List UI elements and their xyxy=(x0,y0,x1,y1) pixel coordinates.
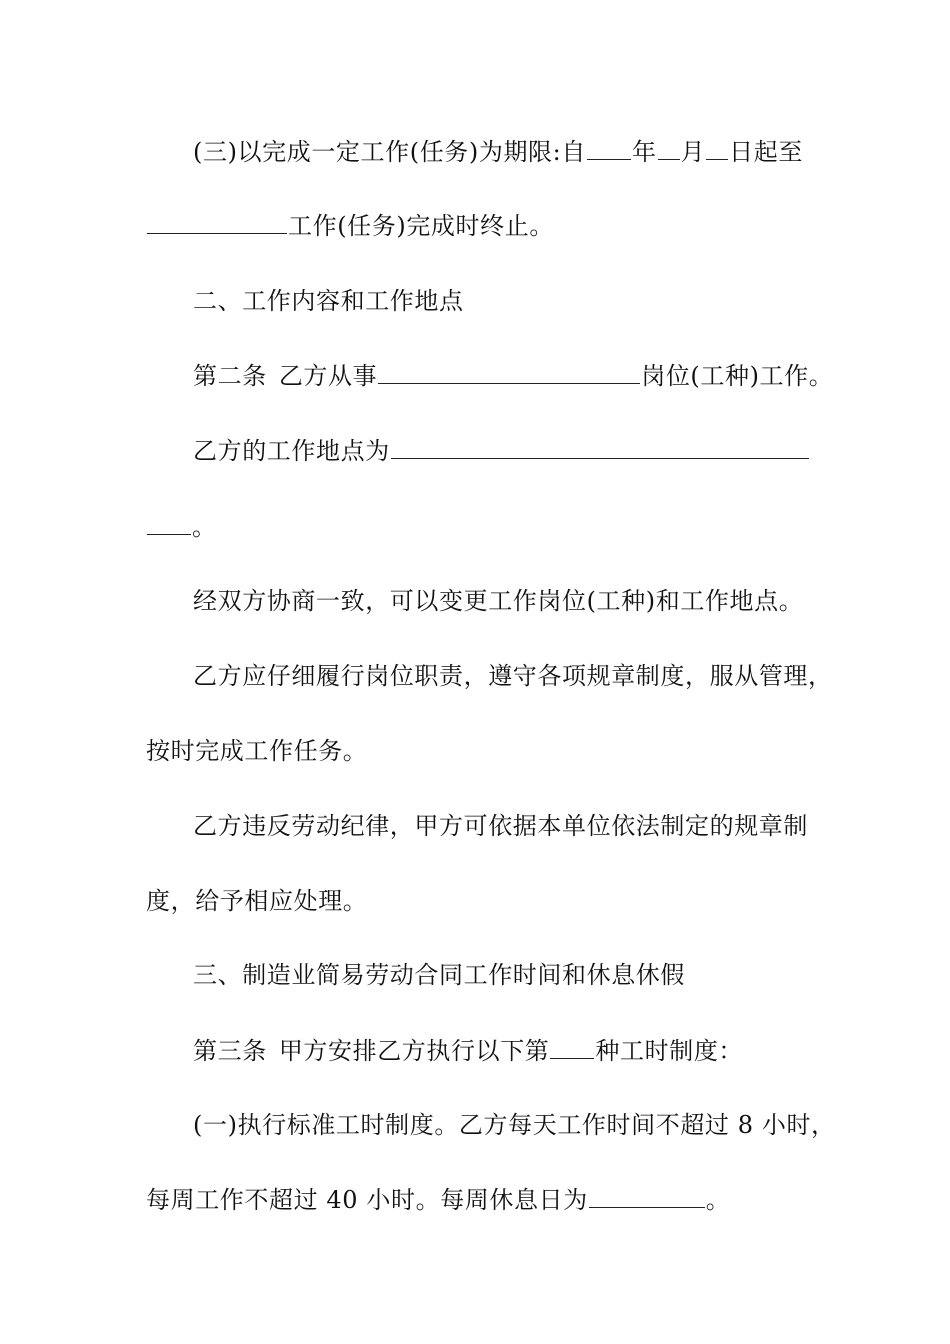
paragraph-continued xyxy=(146,1185,846,1215)
location-blank-continued xyxy=(147,514,191,535)
article-label: 第三条 xyxy=(193,1037,267,1065)
text: 乙方应仔细履行岗位职责，遵守各项规章制度，服从管理， xyxy=(193,662,833,690)
text: 岗位(工种)工作。 xyxy=(641,362,834,390)
paragraph-continued xyxy=(146,736,846,766)
text: 乙方从事 xyxy=(278,362,378,390)
section-heading xyxy=(193,286,893,316)
text: 每周工作不超过 40 小时。每周休息日为 xyxy=(146,1186,588,1214)
paragraph xyxy=(193,661,893,691)
section-heading xyxy=(193,960,893,990)
section-title: 二、工作内容和工作地点 xyxy=(193,287,464,315)
section-title: 三、制造业简易劳动合同工作时间和休息休假 xyxy=(193,961,685,989)
text: 工作(任务)完成时终止。 xyxy=(288,212,554,240)
text: (一)执行标准工时制度。乙方每天工作时间不超过 8 小时， xyxy=(193,1111,836,1139)
text: 月 xyxy=(680,138,706,166)
article-two-line xyxy=(193,361,893,391)
text: 。 xyxy=(192,513,217,541)
paragraph xyxy=(193,811,893,841)
text: 年 xyxy=(631,138,657,166)
day-blank xyxy=(706,139,728,160)
year-blank xyxy=(587,139,631,160)
position-blank xyxy=(378,363,640,384)
article-three-line xyxy=(193,1036,893,1066)
contract-term-end-line xyxy=(146,211,846,241)
text: 按时完成工作任务。 xyxy=(146,737,368,765)
text: 乙方的工作地点为 xyxy=(193,437,390,465)
paragraph-continued xyxy=(146,886,846,916)
rest-day-blank xyxy=(589,1187,705,1208)
article-label: 第二条 xyxy=(193,362,267,390)
text: 度，给予相应处理。 xyxy=(146,887,368,915)
work-location-line xyxy=(193,436,893,466)
work-location-continued xyxy=(146,512,846,542)
text: 。 xyxy=(705,1186,731,1214)
location-blank xyxy=(391,438,809,459)
contract-term-line xyxy=(193,137,893,167)
text: 经双方协商一致，可以变更工作岗位(工种)和工作地点。 xyxy=(193,587,804,615)
paragraph xyxy=(193,1110,893,1140)
month-blank xyxy=(658,139,680,160)
task-blank xyxy=(147,213,287,234)
text: 日起至 xyxy=(729,138,803,166)
system-number-blank xyxy=(550,1038,594,1059)
text: 乙方违反劳动纪律，甲方可依据本单位依法制定的规章制 xyxy=(193,812,808,840)
text: 种工时制度： xyxy=(595,1037,744,1065)
text: 甲方安排乙方执行以下第 xyxy=(278,1037,550,1065)
text: (三)以完成一定工作(任务)为期限:自 xyxy=(193,138,586,166)
paragraph xyxy=(193,586,893,616)
